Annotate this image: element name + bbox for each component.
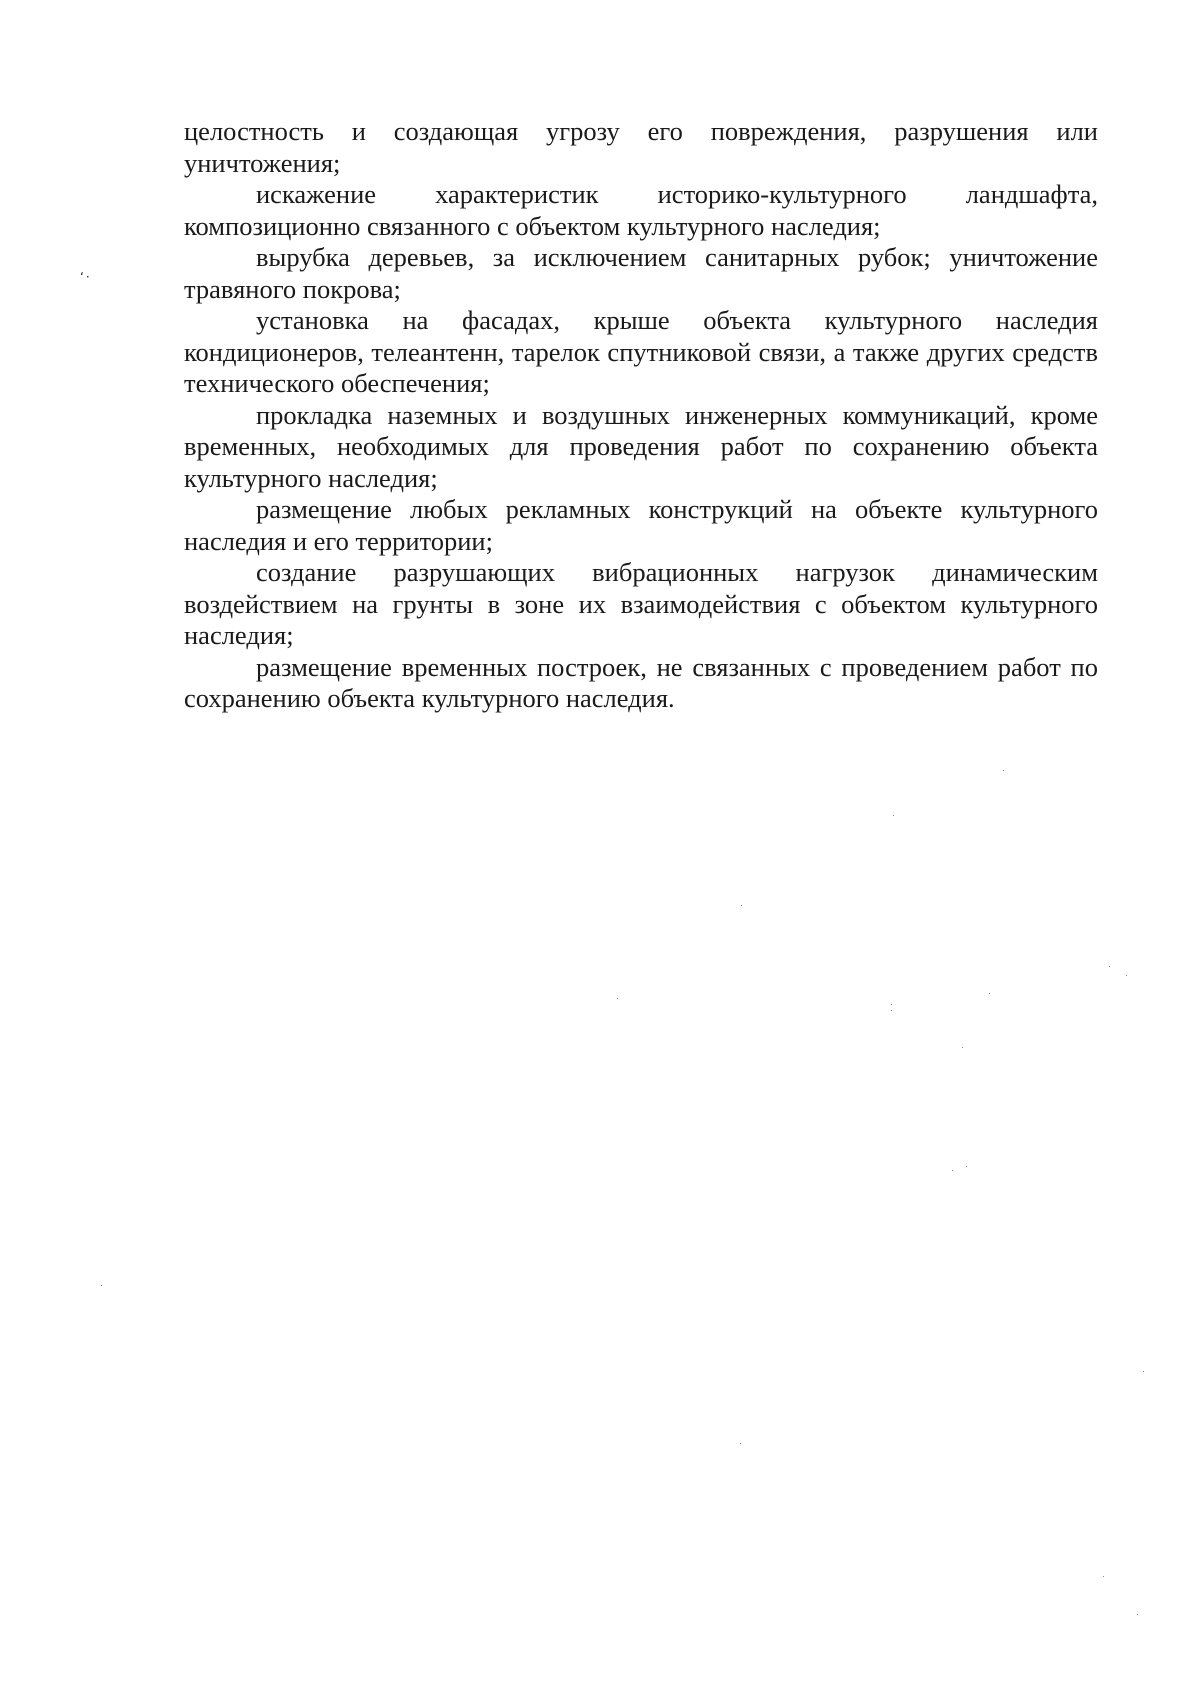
- scan-speck: [1126, 975, 1127, 976]
- scan-speck: [1003, 770, 1004, 771]
- scan-speck: [617, 998, 618, 999]
- scan-speck: [741, 905, 742, 906]
- paragraph-3: вырубка деревьев, за исключением санитарных рубок; уничтожение травяного покрова;: [184, 242, 1098, 304]
- scan-speck: [101, 1285, 102, 1286]
- document-body: [184, 116, 1098, 715]
- paragraph-1: целостность и создающая угрозу его повреждения, разрушения или уничтожения;: [184, 116, 1098, 178]
- scan-speck: [966, 1166, 967, 1167]
- margin-mark: ‘·: [80, 270, 92, 284]
- scan-speck: [1103, 1576, 1104, 1577]
- scan-speck: [1109, 966, 1110, 967]
- paragraph-8: размещение временных построек, не связанных с проведением работ по сохранению объекта культурного наследия.: [184, 651, 1098, 713]
- scan-speck: [893, 815, 894, 816]
- scan-speck: [989, 993, 990, 994]
- paragraph-5: прокладка наземных и воздушных инженерных коммуникаций, кроме временных, необходимых для проведения работ по сохранению объекта культурного наследия;: [184, 399, 1098, 493]
- scan-speck: [952, 1170, 953, 1171]
- scan-speck: [891, 1004, 892, 1005]
- scan-speck: [740, 1443, 741, 1444]
- scan-speck: [962, 1047, 963, 1048]
- scan-speck: [891, 1010, 892, 1011]
- paragraph-6: размещение любых рекламных конструкций на объекте культурного наследия и его территории;: [184, 494, 1098, 556]
- scan-speck: [1143, 1371, 1144, 1372]
- paragraph-2: искажение характеристик историко-культурного ландшафта, композиционно связанного с объектом культурного наследия;: [184, 179, 1098, 241]
- scan-speck: [1137, 1614, 1138, 1615]
- paragraph-4: установка на фасадах, крыше объекта культурного наследия кондиционеров, телеантенн, тарелок спутниковой связи, а также других средств технического обеспечения;: [184, 305, 1098, 398]
- paragraph-7: создание разрушающих вибрационных нагрузок динамическим воздействием на грунты в зоне их взаимодействия с объектом культурного наследия;: [184, 557, 1098, 650]
